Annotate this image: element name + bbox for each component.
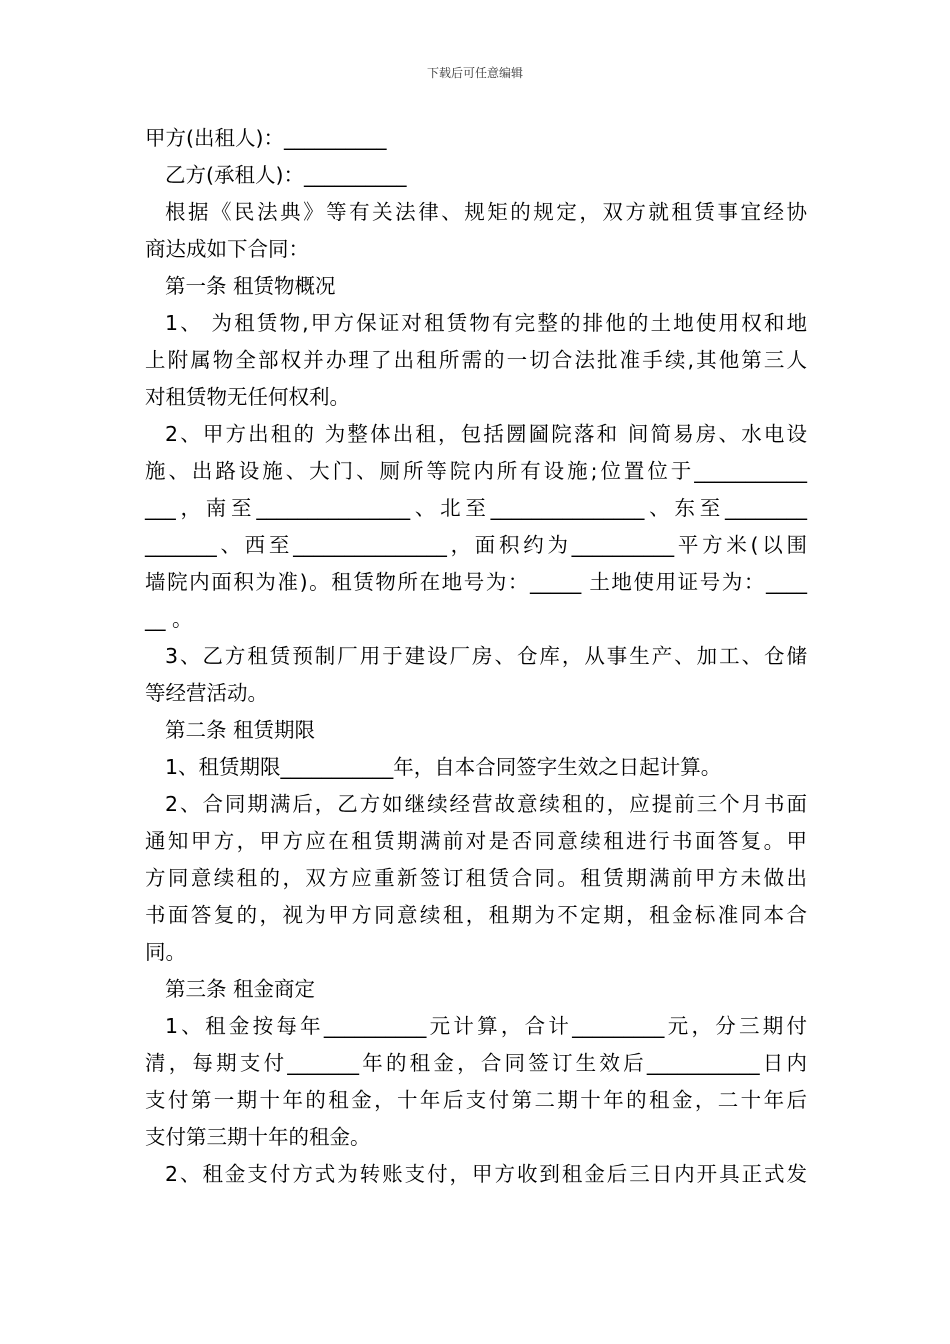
section-heading: 第二条 租赁期限: [165, 718, 316, 742]
paragraph-line: 1、 为租赁物,甲方保证对租赁物有完整的排他的土地使用权和地: [165, 311, 807, 335]
paragraph-line: 对租赁物无任何权利。: [145, 385, 350, 409]
paragraph-line: 2、租金支付方式为转账支付，甲方收到租金后三日内开具正式发: [165, 1162, 807, 1186]
paragraph-line: 上附属物全部权并办理了出租所需的一切合法批准手续,其他第三人: [145, 348, 807, 372]
paragraph-line: 支付第一期十年的租金，十年后支付第二期十年的租金，二十年后: [145, 1088, 807, 1112]
paragraph-line: 施、出路设施、大门、厕所等院内所有设施;位置位于___________: [145, 459, 807, 483]
paragraph-line: 同。: [145, 940, 186, 964]
paragraph-line: ___，南至_______________、北至_______________、东至________: [145, 496, 807, 520]
paragraph-line: 通知甲方，甲方应在租赁期满前对是否同意续租进行书面答复。甲: [145, 829, 807, 853]
paragraph-line: 3、乙方租赁预制厂用于建设厂房、仓库，从事生产、加工、仓储: [165, 644, 807, 668]
paragraph-line: _______、西至_______________，面积约为__________平方米(以围: [145, 533, 807, 557]
lessor-line: 甲方(出租人)：__________: [145, 126, 387, 150]
paragraph-line: 等经营活动。: [145, 681, 268, 705]
section-heading: 第一条 租赁物概况: [165, 274, 336, 298]
paragraph-line: 1、租金按每年__________元计算，合计_________元，分三期付: [165, 1014, 807, 1038]
section-heading: 第三条 租金商定: [165, 977, 316, 1001]
paragraph-line: __ 。: [145, 607, 193, 631]
paragraph-line: 清，每期支付_______年的租金，合同签订生效后___________日内: [145, 1051, 807, 1075]
contract-body: [145, 120, 807, 1193]
paragraph-line: 根据《民法典》等有关法律、规矩的规定，双方就租赁事宜经协: [165, 200, 807, 224]
paragraph-line: 2、甲方出租的 为整体出租，包括圐圙院落和 间简易房、水电设: [165, 422, 807, 446]
lessee-line: 乙方(承租人)：__________: [165, 163, 407, 187]
paragraph-line: 1、租赁期限___________年，自本合同签字生效之日起计算。: [165, 755, 722, 779]
paragraph-line: 墙院内面积为准)。租赁物所在地号为：_____ 土地使用证号为：____: [145, 570, 807, 594]
paragraph-line: 2、合同期满后，乙方如继续经营故意续租的，应提前三个月书面: [165, 792, 807, 816]
page-header: 下载后可任意编辑: [426, 66, 523, 80]
paragraph-line: 商达成如下合同：: [145, 237, 309, 261]
paragraph-line: 书面答复的，视为甲方同意续租，租期为不定期，租金标准同本合: [145, 903, 807, 927]
paragraph-line: 支付第三期十年的租金。: [145, 1125, 371, 1149]
paragraph-line: 方同意续租的，双方应重新签订租赁合同。租赁期满前甲方未做出: [145, 866, 807, 890]
